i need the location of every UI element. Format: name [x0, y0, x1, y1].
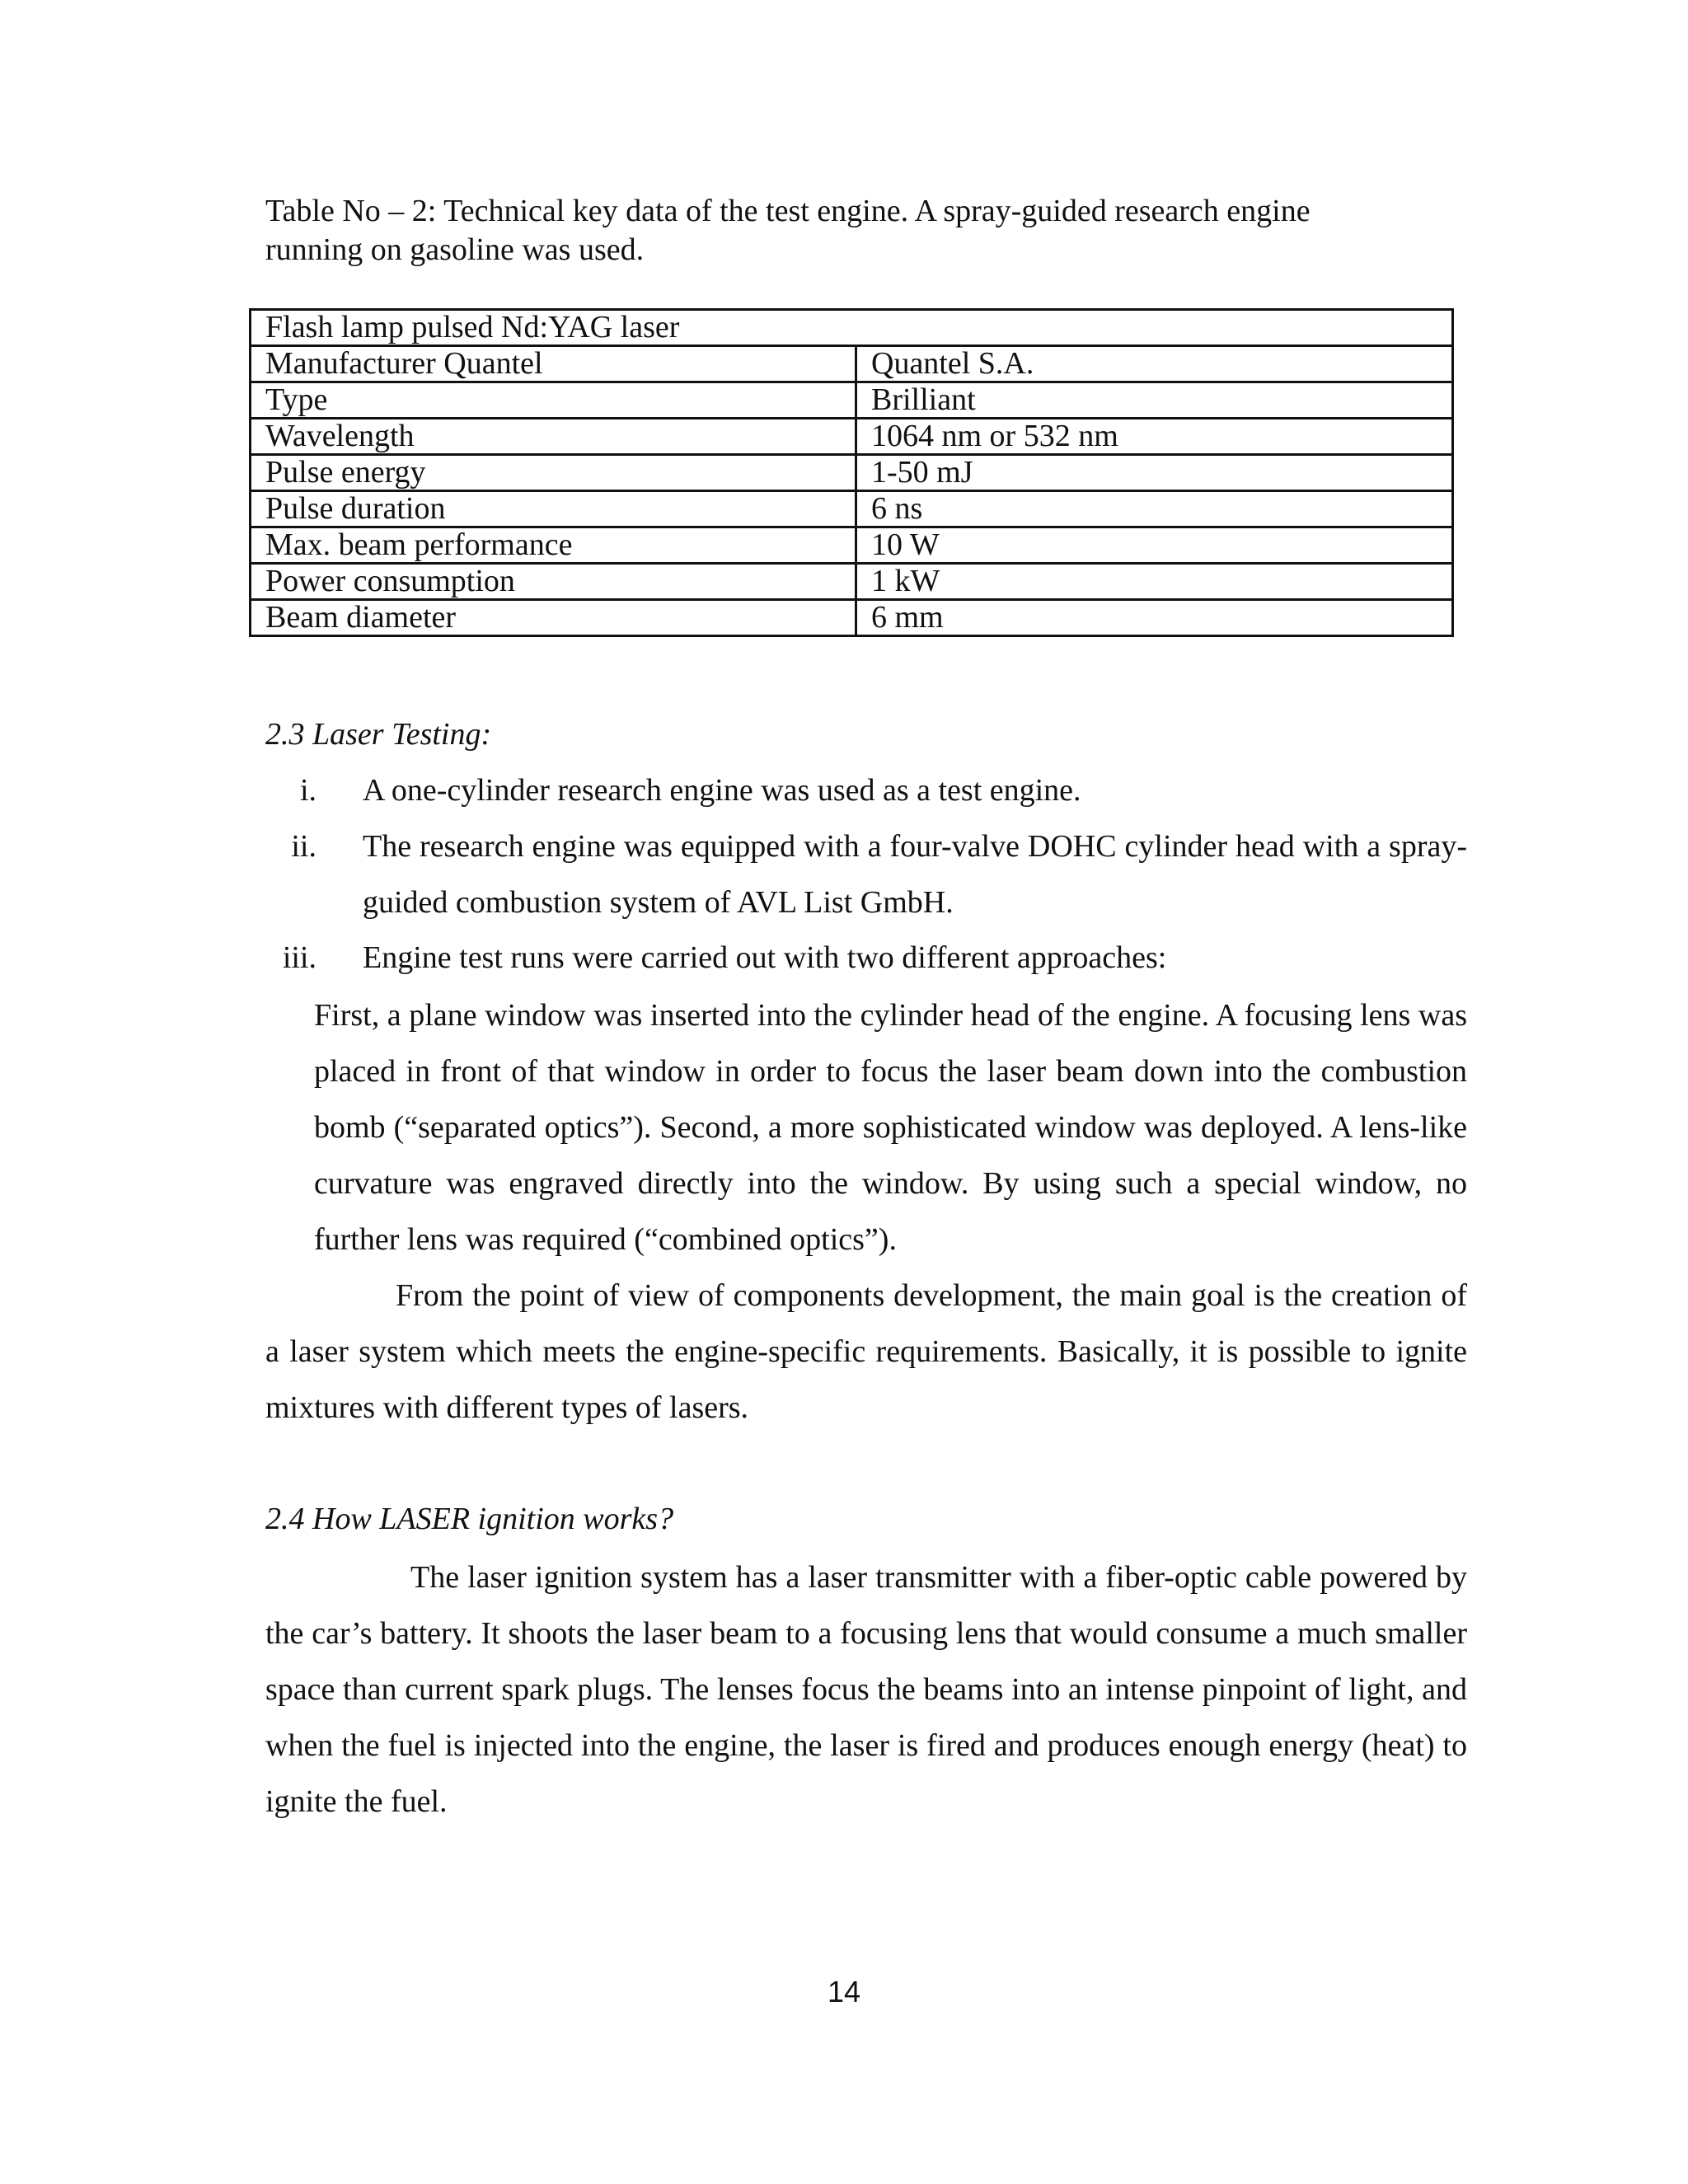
- table-row: [251, 527, 1453, 564]
- table-row: [251, 419, 1453, 455]
- laser-ignition-paragraph: The laser ignition system has a laser transmitter with a fiber-optic cable powered by the car’s battery. It shoots the laser beam to a focusing lens that would consume a much smaller space than current spark plugs. The lenses focus the beams into an intense pinpoint of light, and when the fuel is injected into the engine, the laser is fired and produces enough energy (heat) to ignite the fuel.: [265, 1560, 1467, 1819]
- table-caption-line-2: running on gasoline was used.: [265, 232, 645, 267]
- table-row: [251, 455, 1453, 491]
- list-item-number: ii.: [291, 829, 316, 864]
- approaches-paragraph: First, a plane window was inserted into the cylinder head of the engine. A focusing lens was placed in front of that window in order to focus the laser beam down into the combustion bomb (“separated optics”). Second, a more sophisticated window was deployed. A lens-like curvature was engraved directly into the window. By using such a special window, no further lens was required (“combined optics”).: [314, 998, 1467, 1257]
- table-cell-value: Quantel S.A.: [856, 346, 1453, 382]
- table-cell-value: 1 kW: [856, 564, 1453, 600]
- list-item-number: iii.: [282, 940, 316, 975]
- table-cell-label: Pulse duration: [251, 491, 856, 527]
- table-cell-value: 6 mm: [856, 600, 1453, 636]
- table-cell-value: 1-50 mJ: [856, 455, 1453, 491]
- list-item-text: The research engine was equipped with a four-valve DOHC cylinder head with a spray-guided combustion system of AVL List GmbH.: [363, 829, 1467, 920]
- table-caption-line-1: Table No – 2: Technical key data of the test engine. A spray-guided research engine: [265, 194, 1311, 228]
- table-cell-value: 6 ns: [856, 491, 1453, 527]
- table-cell-label: Pulse energy: [251, 455, 856, 491]
- table-cell-label: Wavelength: [251, 419, 856, 455]
- table-row: [251, 382, 1453, 419]
- table-cell-label: Beam diameter: [251, 600, 856, 636]
- section-heading-how-laser-ignition-works: 2.4 How LASER ignition works?: [265, 1502, 674, 1536]
- section-heading-laser-testing: 2.3 Laser Testing:: [265, 717, 492, 752]
- table-row: [251, 346, 1453, 382]
- list-item-text: A one-cylinder research engine was used as a test engine.: [363, 773, 1081, 808]
- table-row: [251, 491, 1453, 527]
- table-cell-label: Max. beam performance: [251, 527, 856, 564]
- table-row: [251, 564, 1453, 600]
- table-row: [251, 600, 1453, 636]
- list-item-number: i.: [299, 773, 316, 808]
- table-cell-label: Power consumption: [251, 564, 856, 600]
- technical-data-table: [249, 308, 1454, 637]
- table-header-row: [251, 310, 1453, 346]
- components-paragraph: From the point of view of components development, the main goal is the creation of a laser system which meets the engine-specific requirements. Basically, it is possible to ignite mixtures with different types of lasers.: [265, 1278, 1467, 1425]
- table-cell-label: Type: [251, 382, 856, 419]
- table-cell-value: Brilliant: [856, 382, 1453, 419]
- page-number: 14: [827, 1975, 861, 2008]
- table-cell-value: 10 W: [856, 527, 1453, 564]
- table-caption: [265, 192, 1461, 269]
- table-header-cell: Flash lamp pulsed Nd:YAG laser: [251, 310, 1453, 346]
- table-cell-label: Manufacturer Quantel: [251, 346, 856, 382]
- table-cell-value: 1064 nm or 532 nm: [856, 419, 1453, 455]
- list-item-text: Engine test runs were carried out with two different approaches:: [363, 940, 1167, 975]
